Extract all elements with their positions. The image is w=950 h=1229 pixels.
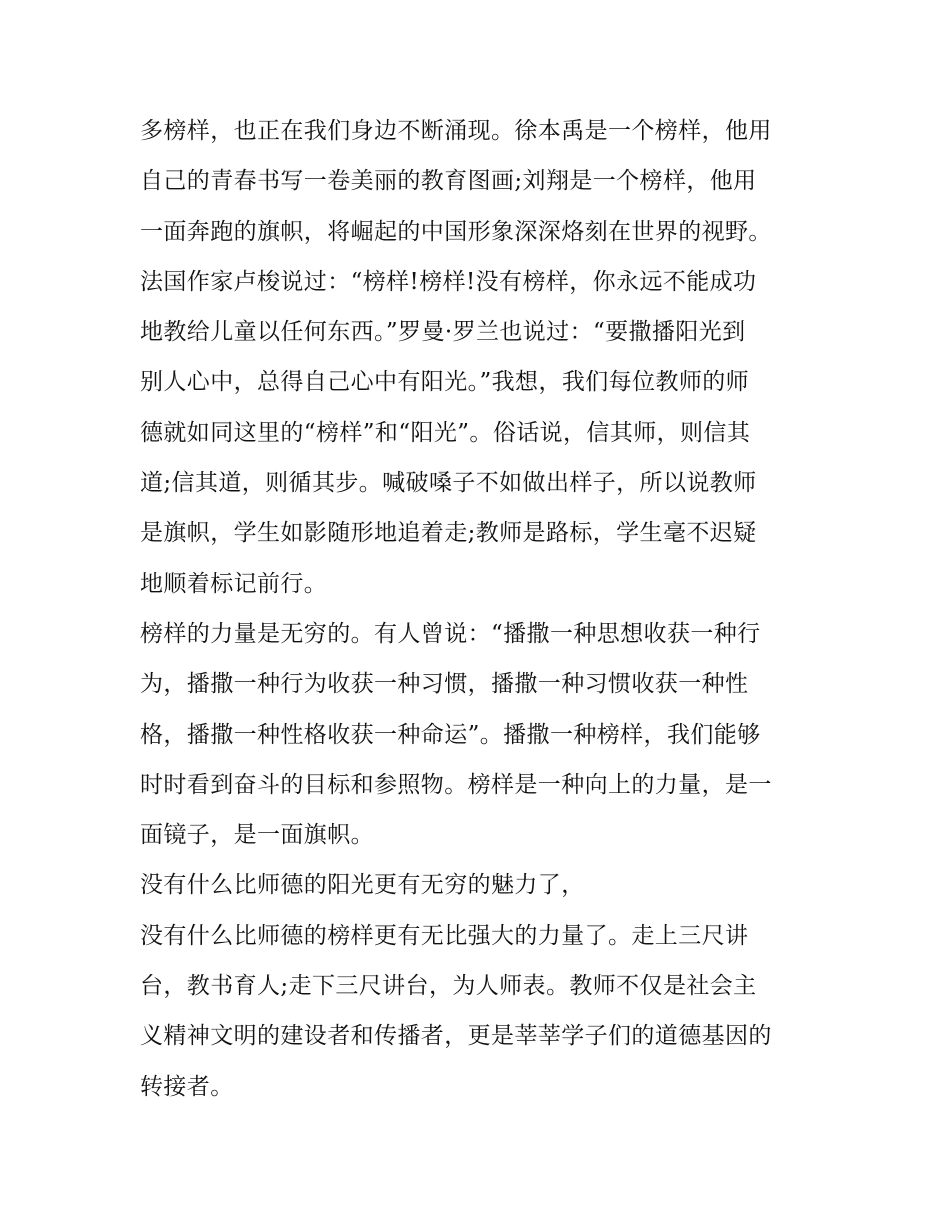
text-line: 没有什么比师德的阳光更有无穷的魅力了，: [140, 872, 585, 899]
text-line: 台，教书育人;走下三尺讲台，为人师表。教师不仅是社会主: [140, 973, 757, 1000]
text-line: 义精神文明的建设者和传播者，更是莘莘学子们的道德基因的: [140, 1023, 772, 1050]
text-line: 地教给儿童以任何东西。”罗曼·罗兰也说过：“要撒播阳光到: [140, 319, 746, 346]
body-text: [140, 106, 820, 1112]
text-line: 为，播撒一种行为收获一种习惯，播撒一种习惯收获一种性: [140, 671, 749, 698]
text-line: 面镜子，是一面旗帜。: [140, 822, 374, 849]
text-line: 道;信其道，则循其步。喊破嗓子不如做出样子，所以说教师: [140, 470, 757, 497]
text-line: 自己的青春书写一卷美丽的教育图画;刘翔是一个榜样，他用: [140, 168, 757, 195]
text-line: 转接者。: [140, 1073, 234, 1100]
text-line: 没有什么比师德的榜样更有无比强大的力量了。走上三尺讲: [140, 922, 749, 949]
text-line: 格，播撒一种性格收获一种命运”。播撒一种榜样，我们能够: [140, 721, 761, 748]
text-line: 是旗帜，学生如影随形地追着走;教师是路标，学生毫不迟疑: [140, 520, 757, 547]
text-line: 别人心中，总得自己心中有阳光。”我想，我们每位教师的师: [140, 369, 750, 396]
text-line: 时时看到奋斗的目标和参照物。榜样是一种向上的力量，是一: [140, 771, 772, 798]
text-line: 法国作家卢梭说过：“榜样!榜样!没有榜样，你永远不能成功: [140, 268, 757, 295]
text-line: 地顺着标记前行。: [140, 570, 328, 597]
text-line: 德就如同这里的“榜样”和“阳光”。俗话说，信其师，则信其: [140, 419, 751, 446]
text-line: 榜样的力量是无穷的。有人曾说：“播撒一种思想收获一种行: [140, 620, 761, 647]
text-line: 多榜样，也正在我们身边不断涌现。徐本禹是一个榜样，他用: [140, 118, 772, 144]
text-line: 一面奔跑的旗帜，将崛起的中国形象深深烙刻在世界的视野。: [140, 218, 772, 245]
